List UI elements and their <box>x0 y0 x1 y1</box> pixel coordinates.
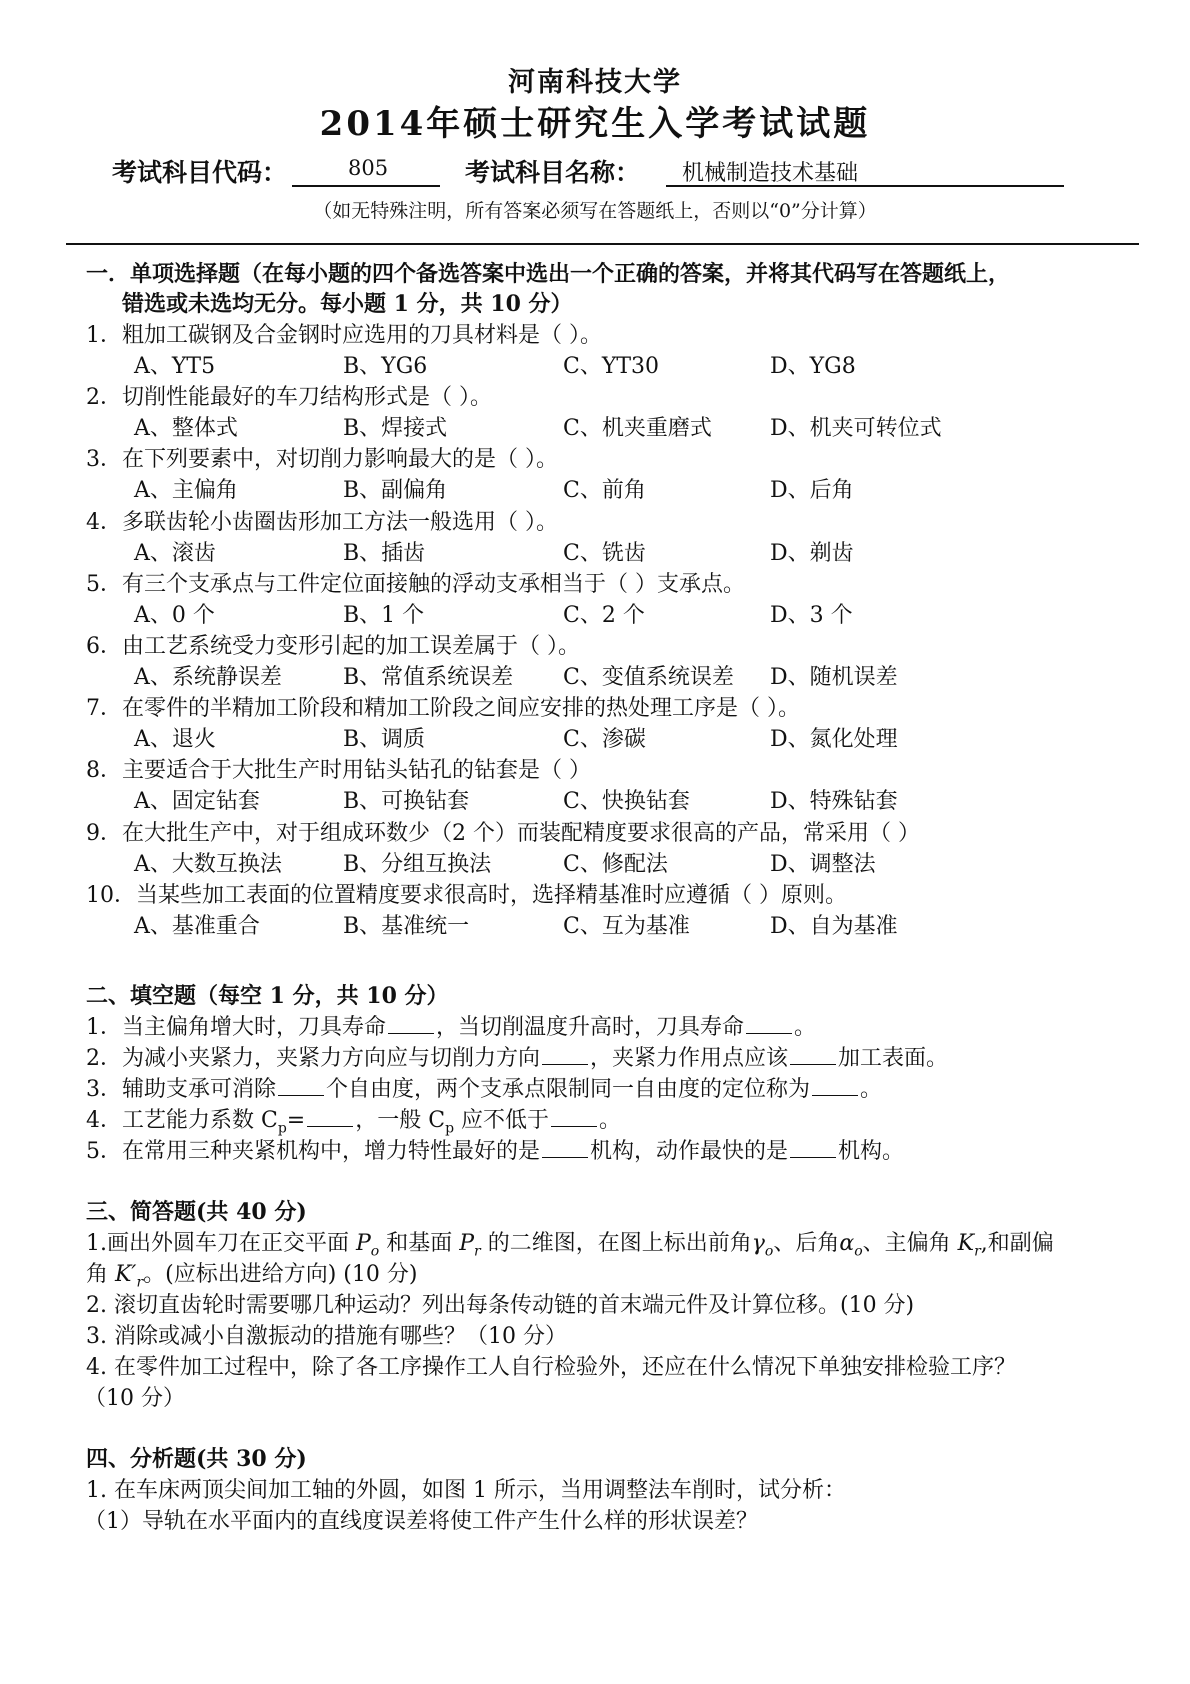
fill-text: 个自由度，两个支承点限制同一自由度的定位称为 <box>326 1077 811 1102</box>
mc-option: A、固定钻套 <box>134 789 260 814</box>
mc-option: D、调整法 <box>770 852 876 877</box>
mc-question-stem: 8．主要适合于大批生产时用钻头钻孔的钻套是（ ） <box>86 758 591 783</box>
fill-text: = <box>286 1108 306 1133</box>
subject-name-field <box>666 156 1064 187</box>
mc-option: D、YG8 <box>770 354 856 379</box>
mc-option: D、3 个 <box>770 603 853 628</box>
fill-item-3 <box>86 1072 882 1103</box>
subscript: p <box>277 1120 287 1137</box>
fill-text: 2．为减小夹紧力，夹紧力方向应与切削力方向 <box>86 1046 540 1071</box>
mc-option: B、基准统一 <box>343 914 470 939</box>
fill-text: 。 <box>599 1108 622 1133</box>
text: 、后角 <box>773 1231 840 1256</box>
mc-option: A、主偏角 <box>134 478 238 503</box>
mc-option: D、随机误差 <box>770 665 898 690</box>
answer-blank <box>388 1015 434 1034</box>
mc-option: B、分组互换法 <box>343 852 492 877</box>
fill-text: 应不低于 <box>454 1108 550 1133</box>
section4-title: 四、分析题(共 30 分) <box>86 1446 307 1472</box>
short-answer-4-line2: （10 分） <box>84 1386 185 1411</box>
symbol-gamma: γ <box>751 1231 765 1256</box>
subject-code-value: 805 <box>348 156 389 180</box>
mc-option: C、互为基准 <box>563 914 690 939</box>
short-answer-4-line1: 4. 在零件加工过程中，除了各工序操作工人自行检验外，还应在什么情况下单独安排检验工序？ <box>86 1355 1016 1380</box>
subject-name-label: 考试科目名称： <box>465 158 641 187</box>
mc-option: B、YG6 <box>343 354 428 379</box>
fill-text: ，一般 C <box>355 1108 446 1133</box>
mc-option: B、焊接式 <box>343 416 448 441</box>
mc-option: A、YT5 <box>134 354 216 379</box>
mc-question-stem: 3．在下列要素中，对切削力影响最大的是（ ）。 <box>86 447 558 472</box>
answer-blank <box>307 1108 353 1127</box>
mc-question-stem: 10．当某些加工表面的位置精度要求很高时，选择精基准时应遵循（ ）原则。 <box>86 883 847 908</box>
instruction-note: （如无特殊注明，所有答案必须写在答题纸上，否则以“0”分计算） <box>313 200 877 222</box>
analysis-1: 1. 在车床两顶尖间加工轴的外圆，如图 1 所示，当用调整法车削时，试分析： <box>86 1478 846 1503</box>
fill-text: 。 <box>794 1015 817 1040</box>
section2-title: 二、填空题（每空 1 分，共 10 分） <box>86 983 449 1009</box>
mc-option: D、自为基准 <box>770 914 898 939</box>
short-answer-1-line2 <box>86 1257 417 1290</box>
mc-option: D、剃齿 <box>770 541 854 566</box>
section3-title: 三、简答题(共 40 分) <box>86 1199 307 1225</box>
mc-question-stem: 6．由工艺系统受力变形引起的加工误差属于（ ）。 <box>86 634 580 659</box>
mc-option: B、常值系统误差 <box>343 665 514 690</box>
answer-blank <box>542 1046 588 1065</box>
text: 和基面 <box>379 1231 460 1256</box>
mc-option: C、铣齿 <box>563 541 646 566</box>
header-divider <box>66 243 1139 245</box>
mc-option: D、后角 <box>770 478 854 503</box>
text: 的二维图，在图上标出前角 <box>480 1231 752 1256</box>
subject-name-value: 机械制造技术基础 <box>682 161 859 186</box>
exam-title: 2014年硕士研究生入学考试试题 <box>319 104 871 144</box>
mc-option: D、氮化处理 <box>770 727 898 752</box>
answer-blank <box>542 1139 588 1158</box>
mc-question-stem: 4．多联齿轮小齿圈齿形加工方法一般选用（ ）。 <box>86 510 558 535</box>
fill-text: ，夹紧力作用点应该 <box>590 1046 789 1071</box>
answer-blank <box>278 1077 324 1096</box>
mc-option: C、变值系统误差 <box>563 665 734 690</box>
university-name: 河南科技大学 <box>508 67 682 98</box>
symbol-K-prime: K′ <box>115 1262 137 1287</box>
mc-option: B、调质 <box>343 727 426 752</box>
symbol-P: P <box>355 1231 371 1256</box>
mc-option: B、副偏角 <box>343 478 448 503</box>
subscript: o <box>370 1243 380 1260</box>
text: 、主偏角 <box>862 1231 958 1256</box>
fill-text: 。 <box>860 1077 883 1102</box>
symbol-alpha: α <box>839 1231 855 1256</box>
mc-option: D、机夹可转位式 <box>770 416 942 441</box>
mc-option: B、可换钻套 <box>343 789 470 814</box>
subscript: p <box>445 1120 455 1137</box>
mc-option: A、退火 <box>134 727 216 752</box>
subject-code-field <box>292 156 440 187</box>
symbol-P: P <box>459 1231 475 1256</box>
mc-option: A、系统静误差 <box>134 665 282 690</box>
mc-option: C、YT30 <box>563 354 660 379</box>
mc-option: B、插齿 <box>343 541 426 566</box>
mc-option: A、整体式 <box>134 416 238 441</box>
fill-item-1 <box>86 1010 816 1041</box>
fill-item-4 <box>86 1103 621 1136</box>
fill-text: 3．辅助支承可消除 <box>86 1077 276 1102</box>
answer-blank <box>551 1108 597 1127</box>
mc-option: C、快换钻套 <box>563 789 690 814</box>
answer-blank <box>746 1015 792 1034</box>
mc-option: B、1 个 <box>343 603 425 628</box>
text: ,和副偏 <box>980 1231 1054 1256</box>
text: 角 <box>86 1262 115 1287</box>
subscript: r <box>974 1243 981 1260</box>
text: 。(应标出进给方向) (10 分) <box>143 1262 418 1287</box>
fill-text: 5．在常用三种夹紧机构中，增力特性最好的是 <box>86 1139 540 1164</box>
short-answer-3: 3. 消除或减小自激振动的措施有哪些？（10 分） <box>86 1324 567 1349</box>
answer-blank <box>812 1077 858 1096</box>
symbol-K: K <box>957 1231 975 1256</box>
analysis-1-sub1: （1）导轨在水平面内的直线度误差将使工件产生什么样的形状误差？ <box>84 1509 758 1534</box>
mc-option: A、0 个 <box>134 603 215 628</box>
fill-text: 机构。 <box>838 1139 905 1164</box>
short-answer-2: 2. 滚切直齿轮时需要哪几种运动？列出每条传动链的首末端元件及计算位移。(10 分) <box>86 1293 915 1318</box>
fill-item-2 <box>86 1041 948 1072</box>
fill-text: 加工表面。 <box>838 1046 949 1071</box>
subject-code-label: 考试科目代码： <box>112 158 288 187</box>
fill-text: 1．当主偏角增大时，刀具寿命 <box>86 1015 386 1040</box>
fill-text: 4．工艺能力系数 C <box>86 1108 278 1133</box>
subscript: r <box>474 1243 481 1260</box>
fill-text: 机构，动作最快的是 <box>590 1139 789 1164</box>
mc-question-stem: 5．有三个支承点与工件定位面接触的浮动支承相当于（ ）支承点。 <box>86 572 745 597</box>
mc-option: C、2 个 <box>563 603 645 628</box>
answer-blank <box>790 1139 836 1158</box>
fill-item-5 <box>86 1134 904 1165</box>
fill-text: ，当切削温度升高时，刀具寿命 <box>436 1015 745 1040</box>
mc-question-stem: 9．在大批生产中，对于组成环数少（2 个）而装配精度要求很高的产品，常采用（ ） <box>86 821 920 846</box>
answer-blank <box>790 1046 836 1065</box>
mc-option: A、大数互换法 <box>134 852 282 877</box>
section1-title-line2: 错选或未选均无分。每小题 1 分，共 10 分） <box>122 291 573 317</box>
mc-question-stem: 2．切削性能最好的车刀结构形式是（ ）。 <box>86 385 492 410</box>
text: 1.画出外圆车刀在正交平面 <box>86 1231 356 1256</box>
mc-question-stem: 1．粗加工碳钢及合金钢时应选用的刀具材料是（ ）。 <box>86 323 602 348</box>
subscript: o <box>854 1243 863 1260</box>
mc-question-stem: 7．在零件的半精加工阶段和精加工阶段之间应安排的热处理工序是（ ）。 <box>86 696 800 721</box>
mc-option: C、机夹重磨式 <box>563 416 712 441</box>
subscript: o <box>764 1243 774 1260</box>
subscript: r <box>136 1274 144 1291</box>
mc-option: A、基准重合 <box>134 914 260 939</box>
mc-option: D、特殊钻套 <box>770 789 898 814</box>
mc-option: A、滚齿 <box>134 541 216 566</box>
section1-title-line1: 一．单项选择题（在每小题的四个备选答案中选出一个正确的答案，并将其代码写在答题纸上， <box>86 261 1011 287</box>
short-answer-1-line1 <box>86 1226 1054 1259</box>
mc-option: C、前角 <box>563 478 646 503</box>
mc-option: C、修配法 <box>563 852 668 877</box>
mc-option: C、渗碳 <box>563 727 646 752</box>
